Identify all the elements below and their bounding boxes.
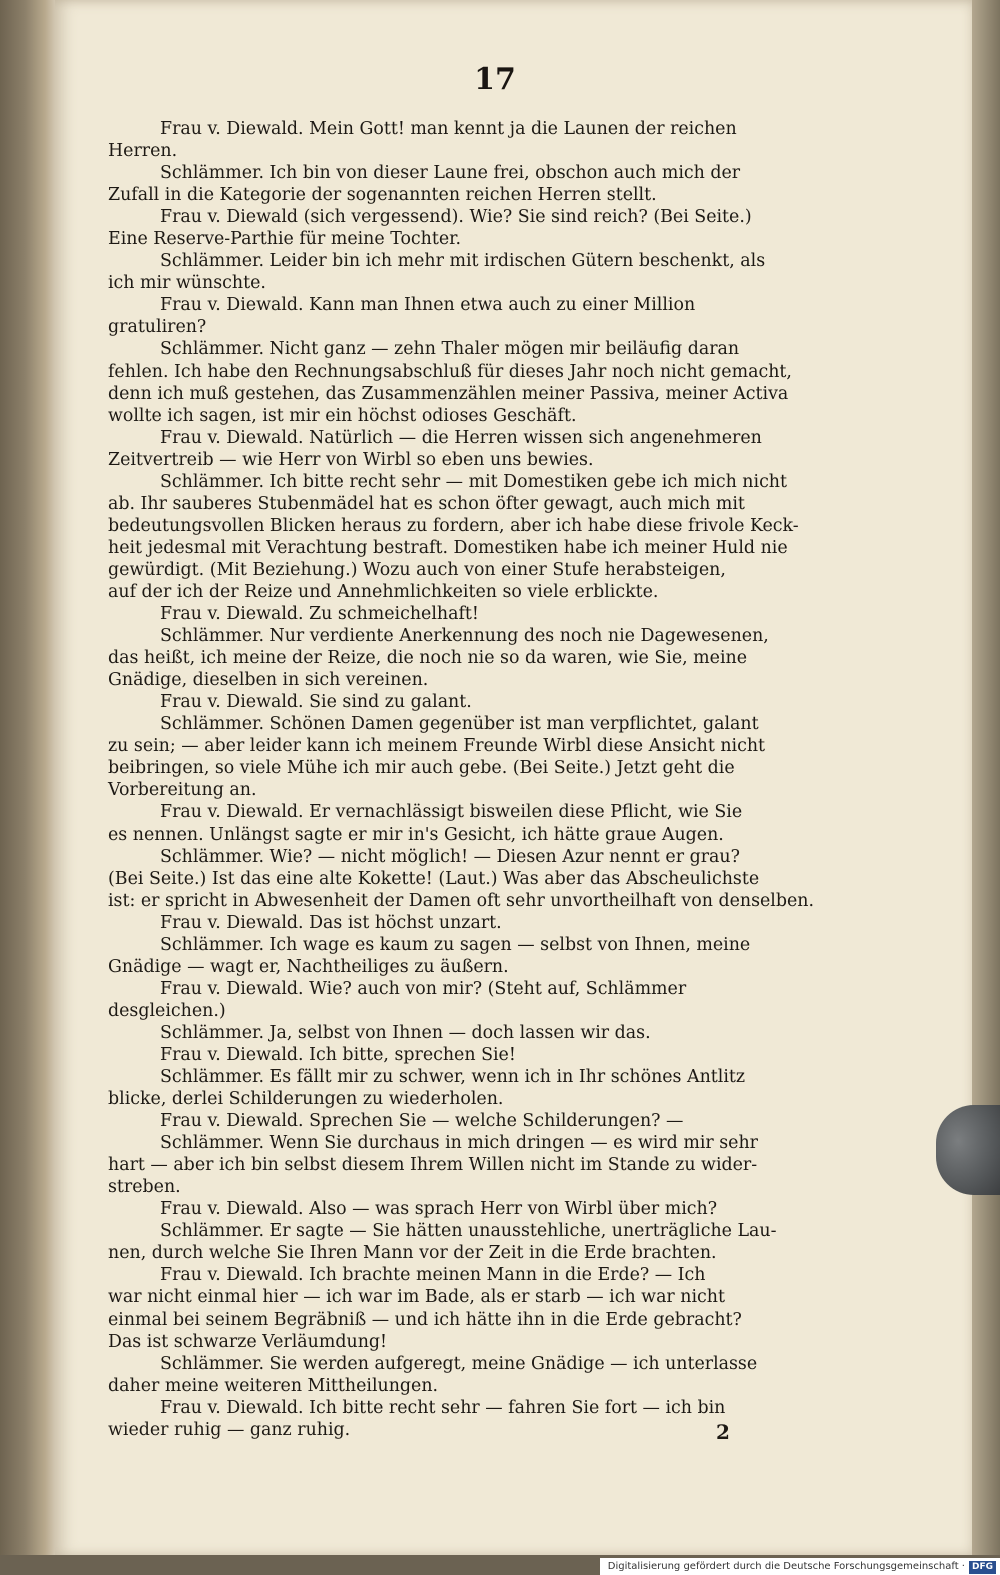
- text-line: gratuliren?: [108, 317, 207, 338]
- text-line: ab. Ihr sauberes Stubenmädel hat es schon öfter gewagt, auch mich mit: [108, 493, 745, 514]
- footer-text: Digitalisierung gefördert durch die Deutsche Forschungsgemeinschaft ·: [607, 1561, 965, 1572]
- text-line: Schlämmer. Schönen Damen gegenüber ist man verpflichtet, galant: [160, 714, 759, 735]
- text-line: Zeitvertreib — wie Herr von Wirbl so eben uns bewies.: [108, 449, 594, 470]
- text-line: Frau v. Diewald. Sprechen Sie — welche Schilderungen? —: [160, 1111, 684, 1132]
- text-line: fehlen. Ich habe den Rechnungsabschluß für dieses Jahr noch nicht gemacht,: [108, 361, 792, 382]
- text-line: Schlämmer. Er sagte — Sie hätten unausstehliche, unerträgliche Lau-: [160, 1221, 777, 1242]
- text-line: streben.: [108, 1177, 181, 1198]
- text-line: gewürdigt. (Mit Beziehung.) Wozu auch von einer Stufe herabsteigen,: [108, 559, 726, 580]
- page-edge: [972, 0, 1000, 1575]
- text-line: Frau v. Diewald. Das ist höchst unzart.: [160, 912, 502, 933]
- text-line: daher meine weiteren Mittheilungen.: [108, 1375, 439, 1396]
- text-line: Zufall in die Kategorie der sogenannten reichen Herren stellt.: [108, 185, 657, 206]
- text-line: Das ist schwarze Verläumdung!: [108, 1331, 388, 1352]
- text-line: desgleichen.): [108, 1000, 226, 1021]
- text-line: Gnädige — wagt er, Nachtheiliges zu äußern.: [108, 956, 509, 977]
- text-line: blicke, derlei Schilderungen zu wiederholen.: [108, 1089, 504, 1110]
- text-line: Schlämmer. Ja, selbst von Ihnen — doch lassen wir das.: [160, 1022, 651, 1043]
- text-line: Frau v. Diewald. Wie? auch von mir? (Steht auf, Schlämmer: [160, 978, 687, 999]
- text-line: Frau v. Diewald. Ich bitte, sprechen Sie!: [160, 1044, 516, 1065]
- text-line: Frau v. Diewald. Mein Gott! man kennt ja die Launen der reichen: [160, 119, 737, 139]
- text-line: heit jedesmal mit Verachtung bestraft. Domestiken habe ich meiner Huld nie: [108, 537, 788, 558]
- text-line: Frau v. Diewald. Also — was sprach Herr von Wirbl über mich?: [160, 1199, 718, 1220]
- text-line: einmal bei seinem Begräbniß — und ich hätte ihn in die Erde gebracht?: [108, 1309, 742, 1330]
- text-line: Frau v. Diewald. Natürlich — die Herren wissen sich angenehmeren: [160, 427, 762, 448]
- text-line: Schlämmer. Wie? — nicht möglich! — Diesen Azur nennt er grau?: [160, 846, 740, 867]
- text-line: wieder ruhig — ganz ruhig.: [108, 1419, 351, 1440]
- page-tab-marker: [936, 1105, 1000, 1195]
- dialogue-text: [108, 118, 858, 1441]
- text-line: Schlämmer. Wenn Sie durchaus in mich dringen — es wird mir sehr: [160, 1133, 758, 1154]
- text-line: ich mir wünschte.: [108, 273, 266, 294]
- text-line: Gnädige, dieselben in sich vereinen.: [108, 670, 429, 691]
- text-line: beibringen, so viele Mühe ich mir auch gebe. (Bei Seite.) Jetzt geht die: [108, 758, 735, 779]
- text-line: Schlämmer. Nur verdiente Anerkennung des noch nie Dagewesenen,: [160, 626, 769, 647]
- text-line: Schlämmer. Ich bin von dieser Laune frei, obschon auch mich der: [160, 163, 741, 184]
- text-line: das heißt, ich meine der Reize, die noch nie so da waren, wie Sie, meine: [108, 648, 748, 669]
- dfg-logo: DFG: [969, 1561, 996, 1574]
- text-line: Frau v. Diewald. Sie sind zu galant.: [160, 692, 472, 713]
- text-line: Herren.: [108, 141, 178, 162]
- text-line: denn ich muß gestehen, das Zusammenzählen meiner Passiva, meiner Activa: [108, 383, 789, 404]
- text-line: (Bei Seite.) Ist das eine alte Kokette! (Laut.) Was aber das Abscheulichste: [108, 868, 760, 889]
- text-line: Schlämmer. Es fällt mir zu schwer, wenn ich in Ihr schönes Antlitz: [160, 1067, 746, 1088]
- text-line: war nicht einmal hier — ich war im Bade, als er starb — ich war nicht: [108, 1287, 725, 1308]
- text-line: Frau v. Diewald. Kann man Ihnen etwa auch zu einer Million: [160, 295, 696, 316]
- text-line: Frau v. Diewald. Er vernachlässigt bisweilen diese Pflicht, wie Sie: [160, 802, 743, 823]
- text-line: Schlämmer. Nicht ganz — zehn Thaler mögen mir beiläufig daran: [160, 339, 740, 360]
- text-line: Frau v. Diewald. Zu schmeichelhaft!: [160, 604, 479, 625]
- text-line: Schlämmer. Leider bin ich mehr mit irdischen Gütern beschenkt, als: [160, 251, 766, 272]
- text-line: wollte ich sagen, ist mir ein höchst odioses Geschäft.: [108, 405, 577, 426]
- text-line: es nennen. Unlängst sagte er mir in's Gesicht, ich hätte graue Augen.: [108, 824, 724, 845]
- text-line: Frau v. Diewald. Ich brachte meinen Mann in die Erde? — Ich: [160, 1265, 706, 1286]
- text-line: Schlämmer. Ich wage es kaum zu sagen — selbst von Ihnen, meine: [160, 934, 751, 955]
- signature-number: 2: [716, 1420, 730, 1444]
- book-gutter: [0, 0, 58, 1575]
- digitization-footer: [600, 1558, 1000, 1575]
- text-line: nen, durch welche Sie Ihren Mann vor der Zeit in die Erde brachten.: [108, 1243, 717, 1264]
- text-line: Eine Reserve-Parthie für meine Tochter.: [108, 229, 462, 250]
- text-line: Vorbereitung an.: [108, 780, 257, 801]
- text-line: Frau v. Diewald. Ich bitte recht sehr — fahren Sie fort — ich bin: [160, 1397, 726, 1418]
- text-line: zu sein; — aber leider kann ich meinem Freunde Wirbl diese Ansicht nicht: [108, 736, 766, 757]
- text-line: Frau v. Diewald (sich vergessend). Wie? Sie sind reich? (Bei Seite.): [160, 207, 752, 228]
- text-line: bedeutungsvollen Blicken heraus zu fordern, aber ich habe diese frivole Keck-: [108, 515, 799, 536]
- text-line: Schlämmer. Ich bitte recht sehr — mit Domestiken gebe ich mich nicht: [160, 471, 787, 492]
- page-number: 17: [474, 62, 516, 97]
- text-line: auf der ich der Reize und Annehmlichkeiten so viele erblickte.: [108, 581, 659, 602]
- text-line: Schlämmer. Sie werden aufgeregt, meine Gnädige — ich unterlasse: [160, 1353, 758, 1374]
- text-line: ist: er spricht in Abwesenheit der Damen oft sehr unvortheilhaft von denselben.: [108, 890, 815, 911]
- text-line: hart — aber ich bin selbst diesem Ihrem Willen nicht im Stande zu wider-: [108, 1155, 758, 1176]
